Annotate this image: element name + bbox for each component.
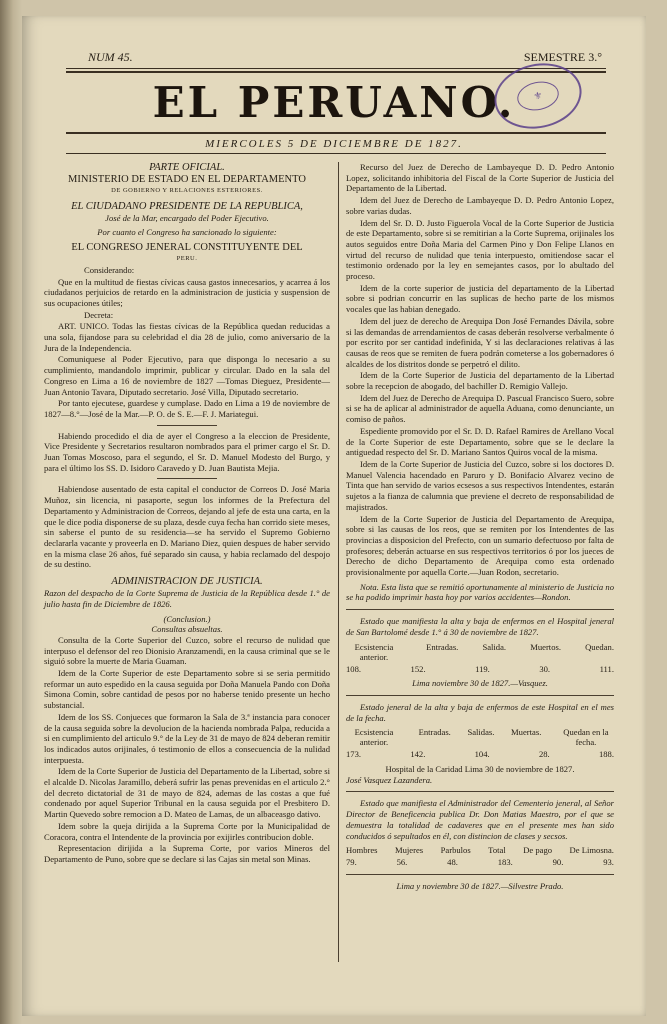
table-signature: Lima y noviembre 30 de 1827.—Silvestre Prado. — [396, 880, 564, 891]
table-signature-name: José Vasquez Lazandera. — [346, 774, 433, 785]
paragraph: Representacion dirijida a la Suprema Corte, por varios Mineros del Departamento de Puno, sobre que se declare si las Cajas sin metal son Minas. — [44, 843, 330, 864]
column-divider — [338, 162, 339, 962]
issue-number: NUM 45. — [88, 50, 133, 64]
paragraph: Decreta: — [84, 309, 114, 320]
paragraph: Espediente promovido por el Sr. D. D. Rafael Ramires de Arellano Vocal de la Corte Superior de este Departamento, sobre que se le declare la antiguedad respecto del Sr. D. Mariano Santos Quiros vocal de la misma. — [346, 425, 614, 458]
table-cell: 173. — [346, 749, 362, 760]
table-cell: 142. — [410, 749, 426, 760]
table-cell: 183. — [497, 857, 513, 868]
por-cuanto-line: Por cuanto el Congreso ha sancionado lo siguiente: — [97, 227, 277, 238]
consultas-label: Consultas absueltas. — [151, 624, 223, 635]
paragraph: Comuniquese al Poder Ejecutivo, para que disponga lo necesario a su cumplimiento, mandandolo imprimir, publicar y circular. Dado en la sala del Congreso en Lima a 16 de noviembre de 1827 —Tomas Dieguez, Presidente—Juan Antonio Tavara, Diputado secretario. José Villa, Diputado secretario. — [44, 354, 330, 397]
conclusion-label: (Conclusion.) — [163, 613, 211, 624]
table-cell: 188. — [598, 749, 614, 760]
section-heading: PARTE OFICIAL. — [149, 162, 225, 173]
cementerio-table-row — [346, 857, 614, 868]
seal-emblem-icon: ⚜ — [515, 78, 562, 114]
paragraph: Consulta de la Corte Superior del Cuzco, sobre el recurso de nulidad que interpuso el defensor del reo Dionisio Aranzamendi, en la causa criminal que se le siguió sobre la muerte de Maria Guaman. — [44, 634, 330, 667]
separator — [346, 609, 614, 610]
table-signature: Lima noviembre 30 de 1827.—Vasquez. — [412, 678, 548, 689]
table-header-cell: Parbulos — [440, 845, 471, 856]
paragraph: Considerando: — [84, 264, 135, 275]
paragraph: Idem sobre la queja dirijida a la Suprema Corte por la Municipalidad de Coracora, contra el Intendente de la provincia por exijirles contribucion doble. — [44, 820, 330, 842]
paragraph: Idem del Juez de Derecho de Lambayeque D. D. Pedro Antonio Lopez, sobre varias dudas. — [346, 195, 614, 216]
cementerio-table-header — [346, 845, 614, 855]
table-cell: 152. — [410, 663, 426, 674]
table-header-cell: Mujeres — [394, 845, 424, 856]
paragraph: Idem de la Corte Superior de Justicia del Departamento de Arequipa, sobre si las causas de los reos, que se remiten por los Intendentes de las provincias a disposicion del Prefecto, con un sumario defectuoso por falta de profesores; deberán actuarse en sus respectivos territorios ó por los jueces de Derecho de dicho Departamento de Arequipa como esta ordenado provisionalmente por aquella Corte.—Juan Rodon, secretario. — [346, 513, 614, 578]
paragraph: Habiendo procedido el dia de ayer el Congreso a la eleccion de Presidente, Vice Presidente y Secretarios resultaron nombrados para el primer cargo el Sr. D. Juan Tomas Moscoso, para el segundo, el Sr. D. Manuel Modesto del Burgo, y para el último los SS. D. Isidoro Caravedo y D. Juan Bautista Mejia. — [44, 430, 330, 473]
paragraph: Idem de la Corte Superior de Justicia del Cuzco, sobre si los doctores D. Manuel Valencia hacendado en Paruro y D. Bonifacio Alvarez vecino de Tinta que han servido de varios ecsesos a sus respectivos Intendentes, estarán sujetos a la fianza de calumnia que previene el decreto de responsabilidad de majistrados. — [346, 458, 614, 512]
table-header-cell: Hombres — [346, 845, 378, 856]
table-header-cell: Quedan en la fecha. — [563, 727, 609, 748]
paragraph: Idem de la Corte Superior de Justicia del Departamento de la Libertad, sobre si el alcalde D. Nicolas Jaramillo, deberá sufrir las penas prevenidas en el articulo 2.° del decreto dictatorial de 31 de mayo de 824, ademas de las costas a que fué condenado por aquel Superior Tribunal en la causa seguida por el Presbitero D. Martin Quevedo sobre remocion a D. Mateo de Lamas, de un albaceasgo dativo. — [44, 766, 330, 820]
table-cell: 79. — [346, 857, 357, 868]
separator — [346, 874, 614, 875]
table-header-cell: Ecsistencia anterior. — [354, 727, 394, 748]
table-header-cell: Entradas. — [418, 727, 451, 738]
hospital-table-title: Estado que manifiesta la alta y baja de enfermos en el Hospital jeneral de San Bartolomé desde 1.° á 30 de noviembre de 1827. — [346, 616, 614, 637]
separator — [346, 695, 614, 696]
hospital-table-row — [346, 664, 614, 675]
paragraph: Idem del juez de derecho de Arequipa Don José Fernandes Dávila, sobre si las demandas de arrendamientos de casas deberán resolverse verbalmente ó por escrito por ser cantidad indefinida, Y si las declaraciones relativas á las causas de reos que se remiten de fuera podrán cometerse a los gobernadores ó alcaldes de los distritos donde se perpetró el dilito. — [346, 315, 614, 369]
caridad-table-row — [346, 749, 614, 760]
separator — [157, 478, 217, 479]
paragraph: Idem de los SS. Conjueces que formaron la Sala de 3.ª instancia para conocer de la causa seguida sobre la devolucion de la hacienda nombrada Palpa, reducida a si en cumplimiento del articulo 9.° de la Ley de 31 de mayo de 824 deberan remitir los indicados autos orijinales, ó testimonio de ellos a consecuencia de la nulidad interpuesta. — [44, 711, 330, 765]
caridad-table-header — [346, 727, 614, 747]
masthead-top-line — [70, 48, 610, 66]
president-heading: EL CIUDADANO PRESIDENTE DE LA REPUBLICA, — [71, 200, 303, 212]
right-column — [346, 162, 614, 892]
paragraph: Habiendose ausentado de esta capital el conductor de Correos D. José Maria Muñoz, sin licencia, ni pasaporte, segun los informes de la Prefectura del Departamento y Administracion de Correos, dejando al jefe de esta una carta, en la que le dice podia disponerse de su plaza, desde cuya fecha han corrido siete meses, sin saberse el punto de su residencia—se ha servido el Supremo Gobierno declararla vacante y proveerla en D. Mariano Diez, quien despues de haber servido en la misma clase 26 años, fué separado sin causa, y habia reclamado del despojo de su destino. — [44, 484, 330, 570]
table-header-cell: De pago — [523, 845, 553, 856]
table-cell: 108. — [346, 663, 362, 674]
table-cell: 56. — [396, 857, 408, 868]
semester-label: SEMESTRE 3.° — [523, 50, 602, 64]
table-header-cell: Salidas. — [467, 727, 495, 738]
paragraph: Idem de la Corte Superior de este Departamento sobre si se seria permitido reformar un auto espedido en la causa seguida por Doña Manuela Pando con Doña Simona Comin, sobre cantidad de pesos por no haberse tenido presente un hecho substancial. — [44, 668, 330, 711]
nota-paragraph: Nota. Esta lista que se remitió oportunamente al ministerio de Justicia no se ha podido imprimir hasta hoy por varios accidentes—Rondon. — [346, 581, 614, 603]
hospital-table-header — [346, 642, 614, 662]
table-header-cell: Muertas. — [511, 727, 542, 738]
table-header-cell: Ecsistencia anterior. — [354, 641, 394, 662]
table-header-cell: Muertos. — [530, 641, 561, 652]
separator — [346, 791, 614, 792]
date-rule — [66, 153, 606, 154]
table-header-cell: De Limosna. — [569, 845, 614, 856]
table-cell: 119. — [475, 663, 490, 674]
peru-subheading: PERU. — [176, 255, 198, 263]
ministry-heading: MINISTERIO DE ESTADO EN EL DEPARTAMENTO — [68, 174, 306, 185]
admin-subheading: Razon del despacho de la Corte Suprema de Justicia de la República desde 1.° de julio hasta fin de Diciembre de 1826. — [44, 588, 330, 609]
caridad-table-title: Estado jeneral de la alta y baja de enfermos de este Hospital en el mes de la fecha. — [346, 701, 614, 723]
table-header-cell: Salida. — [482, 641, 507, 652]
table-cell: 104. — [474, 749, 490, 760]
table-header-cell: Quedan. — [585, 641, 614, 652]
paragraph: Idem del Sr. D. D. Justo Figuerola Vocal de la Corte Superior de Justicia de este Departamento, sobre si se remitirian a la Corte Suprema, orijinales los autos seguidos entre Doña Maria del Carmen Pino y Don Felipe Llanos en virtud del recurso de nulidad que tenia interpuesto, omitiendose sacar el testimonio ordenado por la ley en semejantes casos, por lo abultado del proceso. — [346, 217, 614, 282]
paragraph: Por tanto ejecutese, guardese y cumplase. Dado en Lima a 19 de noviembre de 1827—8.°—José de la Mar.—P. O. de S. E.—F. J. Mariategui. — [44, 398, 330, 419]
table-cell: 28. — [538, 749, 550, 760]
paragraph: Idem de la Corte Superior de Justicia del departamento de la Libertad sobre la recepcion de abogado, del bachiller D. Remigio Vallejo. — [346, 370, 614, 392]
paragraph: Idem de la corte superior de justicia del departamento de la Libertad sobre si podrian concurrir en las suplicas de hecho parte de los mismos vocales que las habian denegado. — [346, 282, 614, 315]
congreso-heading: EL CONGRESO JENERAL CONSTITUYENTE DEL — [71, 242, 303, 254]
table-cell: 90. — [552, 857, 564, 868]
left-column — [44, 162, 330, 866]
title-rule — [66, 132, 606, 134]
paragraph: Recurso del Juez de Derecho de Lambayeque D. D. Pedro Antonio Lopez, solicitando inhibitoria del Fiscal de la Corte Superior de Justicia del Departamento de la Libertad. — [346, 162, 614, 194]
paragraph: ART. UNICO. Todas las fiestas cívicas de la República quedan reducidas a una sola, fijandose para su celebridad el dia 28 de julio, como aniversario de la Jura de la Independencia. — [44, 321, 330, 353]
table-cell: 93. — [603, 857, 614, 868]
table-header-cell: Entradas. — [426, 641, 459, 652]
paragraph: Idem del Juez de Derecho de Arequipa D. Pascual Francisco Suero, sobre si se ha de aplicar al administrador de aquella Aduana, como denunciante, un comiso de paños. — [346, 392, 614, 425]
table-header-cell: Total — [488, 845, 506, 856]
newspaper-title: EL PERUANO. — [152, 78, 516, 127]
admin-heading: ADMINISTRACION DE JUSTICIA. — [111, 576, 263, 588]
table-cell: 30. — [539, 663, 551, 674]
book-spine — [0, 0, 22, 1024]
separator — [157, 425, 217, 426]
cementerio-table-title: Estado que manifiesta el Administrador del Cementerio jeneral, al Señor Director de Beneficencia publica Dr. Don Matias Maestro, por el que se demuestra la totalidad de cadaveres que en el presente mes han sido conducidos ó sepultados en él, con distincion de clases y secsos. — [346, 798, 614, 841]
issue-date: MIERCOLES 5 DE DICIEMBRE DE 1827. — [205, 138, 463, 150]
table-signature: Hospital de la Caridad Lima 30 de noviembre de 1827. — [385, 764, 575, 775]
table-cell: 111. — [599, 663, 614, 674]
ministry-subheading: DE GOBIERNO Y RELACIONES ESTERIORES. — [111, 187, 263, 194]
table-cell: 48. — [447, 857, 458, 868]
newspaper-page — [22, 16, 646, 1016]
paragraph: Que en la multitud de fiestas cívicas causa gastos innecesarios, y acarrea á los ciudadanos perjuicios de retardo en la administracion de justicia y suspension de sus ocupaciones útiles; — [44, 276, 330, 308]
president-name: José de la Mar, encargado del Poder Ejecutivo. — [105, 212, 269, 223]
